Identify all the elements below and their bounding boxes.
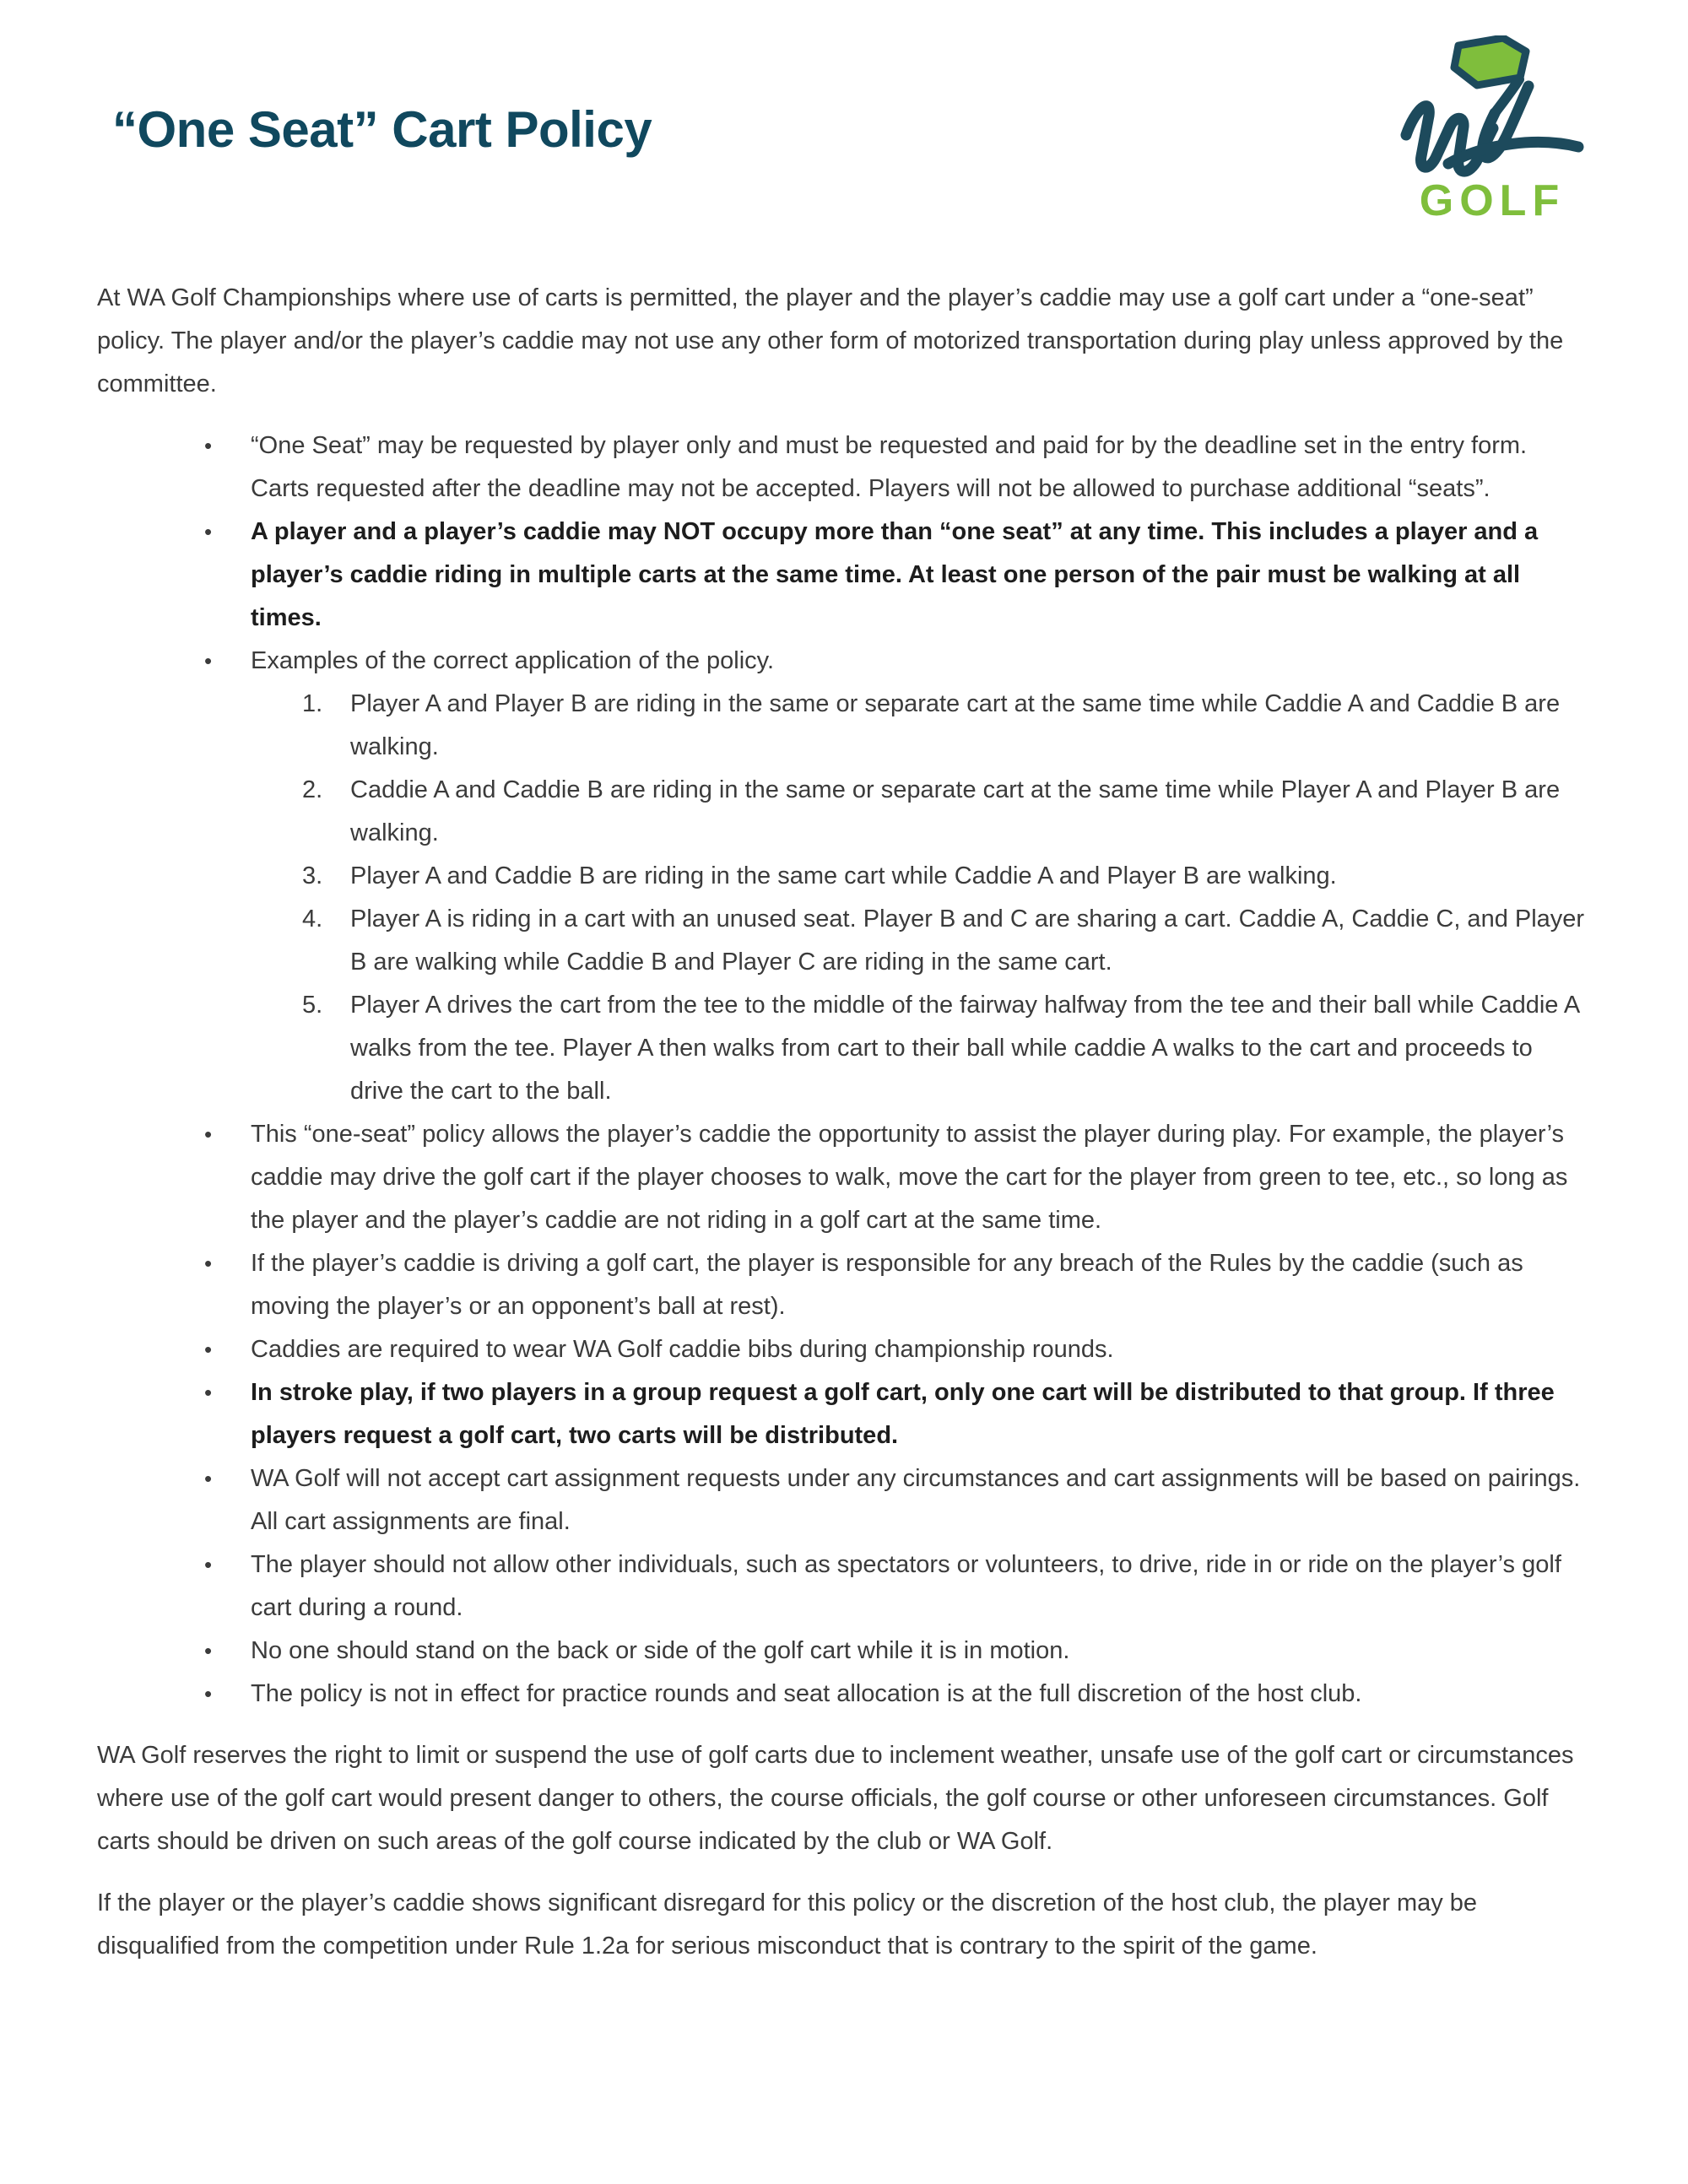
bullet-marker: • (204, 1337, 213, 1362)
closing-paragraph: If the player or the player’s caddie shows significant disregard for this policy or the discretion of the host club, the player may be disqualified from the competition under Rule 1.2a for serious misconduct that is contrary to the spirit of the game. (97, 1889, 1478, 1960)
numbered-item-text: Player A and Caddie B are riding in the same cart while Caddie A and Player B are walking. (350, 862, 1337, 889)
bullet-marker: • (204, 1466, 213, 1491)
list-item-text: The policy is not in effect for practice rounds and seat allocation is at the full discretion of the host club. (251, 1680, 1362, 1707)
bullet-marker: • (204, 1122, 213, 1147)
list-item (204, 1457, 1591, 1543)
wa-golf-logo (1391, 35, 1593, 226)
bullet-marker: • (204, 648, 213, 673)
list-item-text: “One Seat” may be requested by player only and must be requested and paid for by the deadline set in the entry form. Carts requested after the deadline may not be accepted. Players will not be allowed to purchase additional “seats”. (251, 432, 1528, 502)
policy-bullet-list (97, 424, 1591, 1716)
numbered-item-text: Player A and Player B are riding in the same or separate cart at the same time while Caddie A and Caddie B are walking. (350, 690, 1561, 760)
numbered-item (302, 683, 1591, 769)
list-item-text: No one should stand on the back or side of the golf cart while it is in motion. (251, 1637, 1070, 1664)
list-item (204, 1630, 1591, 1673)
number-marker: 4. (302, 905, 323, 933)
bullet-marker: • (204, 1552, 213, 1577)
list-item-text: WA Golf will not accept cart assignment requests under any circumstances and cart assignments will be based on pairings. All cart assignments are final. (251, 1465, 1581, 1535)
list-item (204, 1328, 1591, 1371)
list-item (204, 511, 1591, 640)
list-item (204, 424, 1591, 511)
list-item (204, 1113, 1591, 1242)
numbered-item-text: Player A drives the cart from the tee to the middle of the fairway halfway from the tee and their ball while Caddie A walks from the tee. Player A then walks from cart to their ball while caddie A walks to the cart and proceeds to drive the cart to the ball. (350, 992, 1579, 1105)
numbered-item (302, 769, 1591, 855)
number-marker: 1. (302, 690, 323, 717)
golf-wordmark: GOLF (1419, 176, 1566, 225)
number-marker: 2. (302, 776, 323, 803)
bullet-marker: • (204, 433, 213, 458)
bullet-marker: • (204, 1251, 213, 1276)
list-item (204, 1673, 1591, 1716)
numbered-item-text: Caddie A and Caddie B are riding in the same or separate cart at the same time while Player A and Player B are walking. (350, 776, 1561, 846)
list-item-text: Examples of the correct application of the policy. (251, 647, 775, 674)
number-marker: 5. (302, 992, 323, 1019)
number-marker: 3. (302, 862, 323, 889)
bullet-marker: • (204, 519, 213, 544)
numbered-item-text: Player A is riding in a cart with an unused seat. Player B and C are sharing a cart. Caddie A, Caddie C, and Player B are walking while Caddie B and Player C are riding in the same cart. (350, 905, 1585, 976)
list-item (204, 1371, 1591, 1457)
list-item-text: In stroke play, if two players in a group request a golf cart, only one cart will be distributed to that group. If three players request a golf cart, two carts will be distributed. (251, 1379, 1555, 1449)
numbered-example-list (97, 683, 1591, 1113)
numbered-item (302, 898, 1591, 984)
list-item-text: A player and a player’s caddie may NOT occupy more than “one seat” at any time. This includes a player and a player’s caddie riding in multiple carts at the same time. At least one person of the pair must be walking at all times. (251, 518, 1539, 631)
policy-body (97, 277, 1591, 1968)
numbered-item (302, 855, 1591, 898)
wa-monogram (1396, 35, 1588, 181)
list-item (204, 1242, 1591, 1328)
list-item-text: The player should not allow other individuals, such as spectators or volunteers, to drive, ride in or ride on the player’s golf cart during a round. (251, 1551, 1561, 1621)
bullet-marker: • (204, 1681, 213, 1706)
list-item-text: This “one-seat” policy allows the player’s caddie the opportunity to assist the player during play. For example, the player’s caddie may drive the golf cart if the player chooses to walk, move the cart for the player from green to tee, etc., so long as the player and the player’s caddie are not riding in a golf cart at the same time. (251, 1121, 1568, 1234)
bullet-marker: • (204, 1380, 213, 1405)
list-item (204, 640, 1591, 683)
numbered-item (302, 984, 1591, 1113)
intro-paragraph: At WA Golf Championships where use of carts is permitted, the player and the player’s caddie may use a golf cart under a “one-seat” policy. The player and/or the player’s caddie may not use any other form of motorized transportation during play unless approved by the committee. (97, 284, 1564, 397)
list-item-text: Caddies are required to wear WA Golf caddie bibs during championship rounds. (251, 1336, 1114, 1363)
list-item-text: If the player’s caddie is driving a golf cart, the player is responsible for any breach of the Rules by the caddie (such as moving the player’s or an opponent’s ball at rest). (251, 1250, 1523, 1320)
page-title: “One Seat” Cart Policy (112, 101, 652, 158)
list-item (204, 1543, 1591, 1630)
bullet-marker: • (204, 1638, 213, 1663)
closing-paragraph: WA Golf reserves the right to limit or suspend the use of golf carts due to inclement weather, unsafe use of the golf cart or circumstances where use of the golf cart would present danger to others, the course officials, the golf course or other unforeseen circumstances. Golf carts should be driven on such areas of the golf course indicated by the club or WA Golf. (97, 1742, 1574, 1855)
